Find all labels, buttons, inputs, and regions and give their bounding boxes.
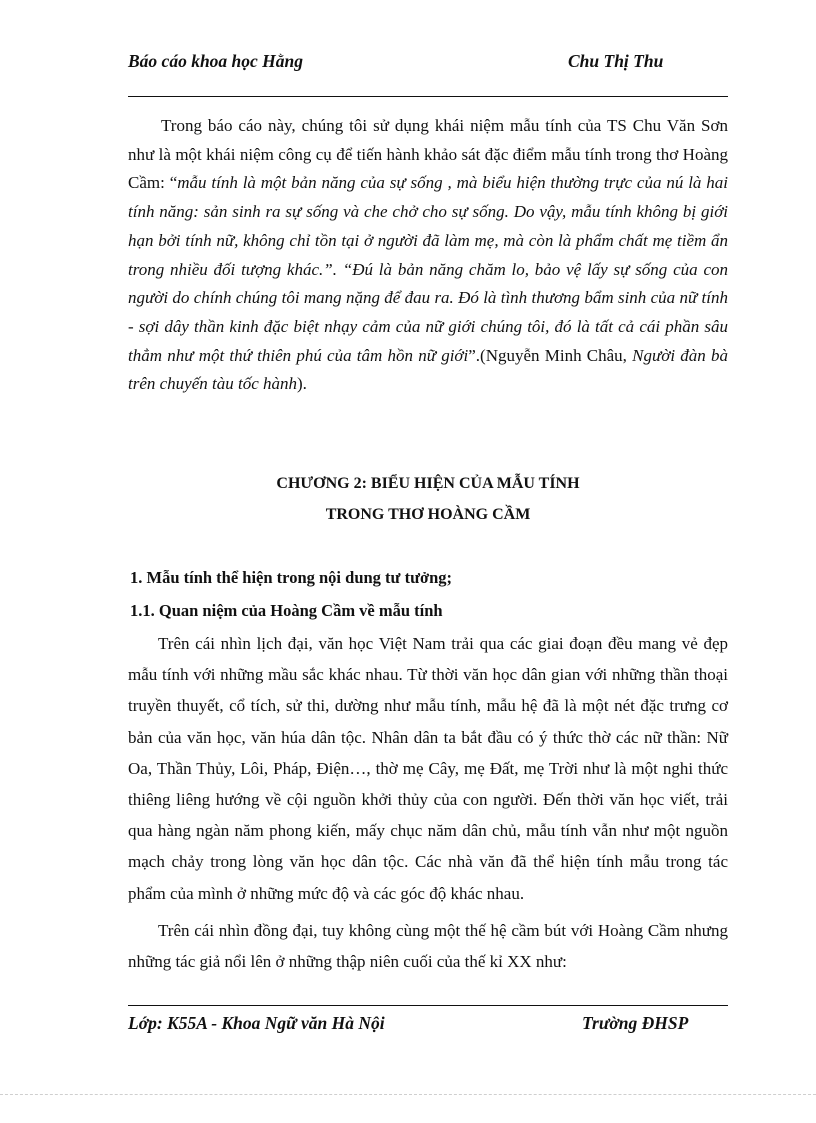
intro-paragraph [128,112,728,399]
intro-end: ). [297,374,307,394]
page-footer [128,1012,728,1058]
intro-work-title: Người đàn bà trên chuyến tàu tốc hành [128,345,728,394]
footer-divider [128,1005,728,1006]
intro-citation: ”.(Nguyễn Minh Châu, [468,345,633,365]
body-paragraph: Trên cái nhìn đồng đại, tuy không cùng một thế hệ cầm bút với Hoàng Cầm nhưng những tác giả nổi lên ở những thập niên cuối của thế kỉ XX như: [128,920,728,972]
intro-section [128,112,728,399]
section-heading-1: 1. Mẫu tính thể hiện trong nội dung tư tưởng; [130,568,453,587]
header-divider [128,96,728,97]
chapter-heading [128,468,728,530]
intro-quote: mẫu tính là một bản năng của sự sống , mà biểu hiện thường trực của nú là hai tính năng: sản sinh ra sự sống và che chở cho sự sống. Do vậy, mẫu tính không bị giới hạn bởi tính nữ, không chỉ tồn tại ở người đã làm mẹ, mà còn là phẩm chất mẹ tiềm ẩn trong nhiều đối tượng khác.”. “Đú là bản năng chăm lo, bảo vệ lấy sự sống của con người do chính chúng tôi mang nặng để đau ra. Đó là tình thương bẩm sinh của nữ tính - sợi dây thần kinh đặc biệt nhạy cảm của nữ giới chúng tôi, đó là tất cả cái phần sâu thẳm như một thứ thiên phú của tâm hồn nữ giới [128,173,728,365]
footer-class: Lớp: K55A - Khoa Ngữ văn Hà Nội [128,1013,385,1033]
footer-school: Trường ĐHSP [582,1013,689,1033]
chapter-title-line2: TRONG THƠ HOÀNG CẦM [325,506,531,523]
body-paragraph: Trên cái nhìn lịch đại, văn học Việt Nam trải qua các giai đoạn đều mang vẻ đẹp mẫu tính với những mầu sắc khác nhau. Từ thời văn học dân gian với những thần thoại truyền thuyết, cổ tích, sử thi, dường như mẫu tính, mẫu hệ đã là một nét đặc trưng cơ bản của văn học, văn húa dân tộc. Nhân dân ta bắt đầu có ý thức thờ các nữ thần: Nữ Oa, Thần Thủy, Lôi, Pháp, Điện…, thờ mẹ Cây, mẹ Đất, mẹ Trời như là một nghi thức thiêng liêng hướng về cội nguồn khởi thủy của con người. Đến thời văn học viết, trải qua hàng ngàn năm phong kiến, mấy chục năm dân chủ, mẫu tính vẫn như một nguồn mạch chảy trong lòng văn học dân tộc. Các nhà văn đã thể hiện tính mẫu trong tác phẩm của mình ở những mức độ và các góc độ khác nhau. [128,634,728,903]
header-report-title: Báo cáo khoa học Hằng [128,51,304,71]
page-header [128,50,728,96]
header-author: Chu Thị Thu [568,51,664,71]
page-break-line [0,1094,816,1095]
section-heading-1-1: 1.1. Quan niệm của Hoàng Cầm về mẫu tính [130,601,443,620]
intro-text: Trong báo cáo này, chúng tôi sử dụng khái niệm mẫu tính của TS Chu Văn Sơn như là một khái niệm công cụ để tiến hành khảo sát đặc điểm mẫu tính trong thơ Hoàng Cầm: “ [128,116,728,193]
chapter-title-line1: CHƯƠNG 2: BIỂU HIỆN CỦA MẪU TÍNH [276,475,580,492]
main-section [128,628,728,977]
